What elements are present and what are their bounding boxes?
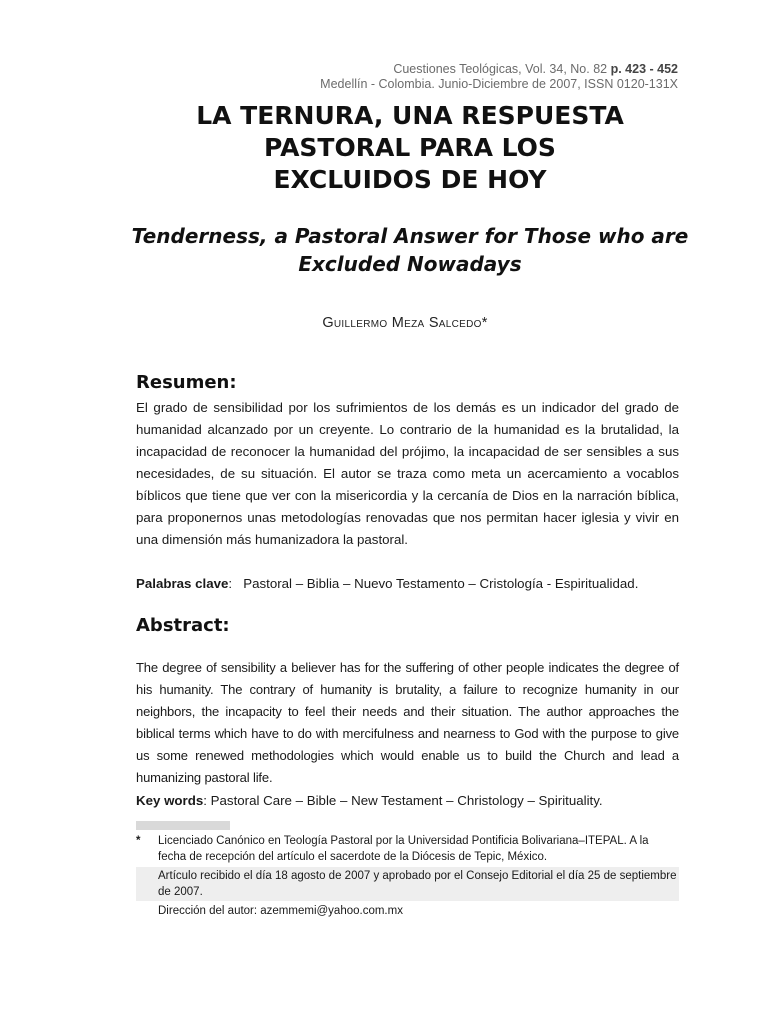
journal-citation-line — [320, 62, 678, 77]
journal-volume: Cuestiones Teológicas, Vol. 34, No. 82 — [393, 62, 608, 76]
author-byline — [0, 315, 768, 331]
page-range: p. 423 - 452 — [610, 62, 678, 76]
key-words-text: Pastoral Care – Bible – New Testament – Christology – Spirituality. — [210, 793, 603, 808]
title-line-2: PASTORAL PARA LOS — [264, 133, 556, 162]
article-title — [120, 100, 700, 196]
author-footnote-mark: * — [481, 315, 488, 331]
footnote-received — [136, 867, 679, 901]
title-line-1: LA TERNURA, UNA RESPUESTA — [196, 101, 624, 130]
key-words-label: Key words — [136, 793, 204, 808]
title-line-3: EXCLUIDOS DE HOY — [273, 165, 547, 194]
journal-location-line: Medellín - Colombia. Junio-Diciembre de 2007, ISSN 0120-131X — [320, 77, 678, 91]
resumen-text: El grado de sensibilidad por los sufrimientos de los demás es un indicador del grado de humanidad alcanzado por un creyente. Lo contrario de la humanidad es la brutalidad, la incapacidad de reconocer la humanidad del prójimo, la incapacidad de ser sensibles a sus necesidades, de su situación. El autor se traza como meta un acercamiento a vocablos bíblicos que tiene que ver con la misericordia y la cercanía de Dios en la narración bíblica, para proponernos unas metodologías renovadas que nos permitan hacer iglesia y vivir en una dimensión más humanizadora la pastoral. — [136, 400, 679, 547]
journal-header — [320, 62, 678, 92]
abstract-text: The degree of sensibility a believer has for the suffering of other people indicates the degree of his humanity. The contrary of humanity is brutality, a failure to recognize humanity in our neighbors, the incapacity to feel their needs and their situation. The author approaches the biblical terms which have to do with mercifulness and nearness to God with the purpose to give us some renewed methodologies which would enable us to build the Church and lead a humanizing pastoral life. — [136, 660, 679, 785]
footnotes — [136, 833, 679, 921]
subtitle-line-1: Tenderness, a Pastoral Answer for Those who are — [131, 224, 689, 248]
key-words-separator: : — [203, 793, 207, 808]
author-name: Guillermo Meza Salcedo — [322, 315, 482, 331]
footnote-divider — [136, 821, 230, 830]
palabras-clave-label: Palabras clave — [136, 576, 229, 591]
footnote-author — [136, 833, 679, 865]
footnote-address — [136, 903, 679, 919]
footnote-author-text: Licenciado Canónico en Teología Pastoral por la Universidad Pontificia Bolivariana–ITEPAL. A la fecha de recepción del artículo el sacerdote de la Diócesis de Tepic, México. — [158, 835, 649, 863]
subtitle-line-2: Excluded Nowadays — [298, 252, 522, 276]
footnote-address-text: Dirección del autor: azemmemi@yahoo.com.mx — [158, 905, 403, 917]
resumen-heading: Resumen: — [136, 372, 237, 393]
palabras-clave — [136, 574, 696, 594]
key-words — [136, 791, 696, 811]
abstract-heading: Abstract: — [136, 615, 230, 636]
footnote-received-text: Artículo recibido el día 18 agosto de 2007 y aprobado por el Consejo Editorial el día 25 de septiembre de 2007. — [158, 870, 677, 898]
palabras-clave-separator: : — [228, 576, 233, 591]
article-english-title — [110, 222, 710, 278]
palabras-clave-text: Pastoral – Biblia – Nuevo Testamento – Cristología - Espiritualidad. — [243, 576, 639, 591]
footnote-mark: * — [136, 835, 141, 847]
